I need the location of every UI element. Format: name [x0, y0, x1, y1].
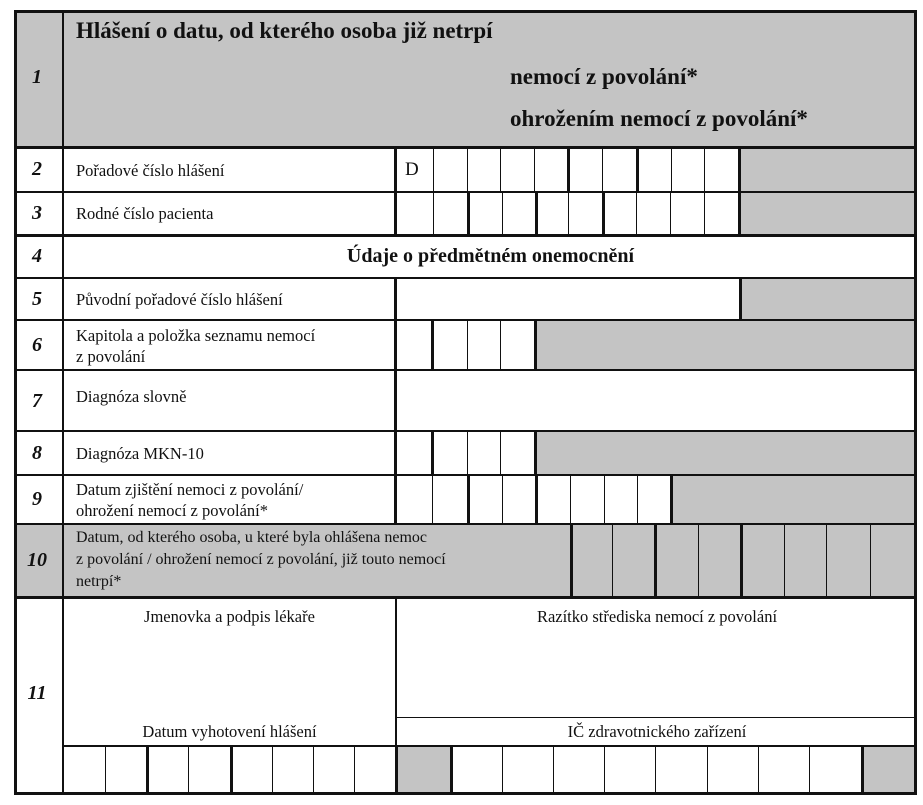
birth-number-field[interactable] [396, 193, 740, 234]
section-heading: Údaje o předmětném onemocnění [346, 245, 635, 267]
issue-date-field[interactable] [64, 746, 397, 794]
end-date-label-line1: Datum, od kterého osoba, u které byla ohlášena nemoc [76, 529, 427, 546]
detection-date-field[interactable] [396, 476, 673, 523]
row-number-5: 5 [32, 288, 42, 310]
report-number-label: Pořadové číslo hlášení [76, 161, 225, 180]
end-date-field[interactable] [570, 525, 917, 597]
end-date-label-line3: netrpí* [76, 573, 122, 590]
report-prefix: D [405, 159, 419, 180]
row-number-3: 3 [32, 202, 42, 224]
detection-date-label-line1: Datum zjištění nemoci z povolání/ [76, 480, 304, 499]
chapter-label-line2: z povolání [76, 347, 146, 366]
original-number-field[interactable] [396, 279, 740, 319]
report-number-field[interactable] [396, 148, 740, 191]
row-number-6: 6 [32, 334, 42, 356]
row-number-11: 11 [27, 682, 47, 704]
detection-date-label-line2: ohrožení nemocí z povolání* [76, 501, 268, 520]
row-number-7: 7 [32, 390, 42, 412]
icd10-label: Diagnóza MKN-10 [76, 444, 204, 463]
stamp-area[interactable] [397, 630, 917, 716]
ic-label: IČ zdravotnického zařízení [567, 722, 747, 741]
row-number-2: 2 [32, 158, 42, 180]
title-option-threat: ohrožením nemocí z povolání* [510, 106, 808, 131]
row-number-9: 9 [32, 488, 42, 510]
row-number-8: 8 [32, 442, 42, 464]
form-title: Hlášení o datu, od kterého osoba již netrpí [76, 18, 493, 43]
end-date-label-line2: z povolání / ohrožení nemocí z povolání, již touto nemocí [76, 551, 446, 568]
original-number-label: Původní pořadové číslo hlášení [76, 290, 283, 309]
row-number-4: 4 [32, 245, 42, 267]
chapter-item-field[interactable] [396, 321, 537, 369]
doctor-signature-area[interactable] [64, 630, 395, 718]
chapter-label-line1: Kapitola a položka seznamu nemocí [76, 326, 316, 345]
title-option-disease: nemocí z povolání* [510, 64, 698, 89]
diagnosis-text-label: Diagnóza slovně [76, 387, 187, 406]
row-number-10: 10 [27, 549, 47, 571]
stamp-label: Razítko střediska nemocí z povolání [536, 607, 778, 626]
icd10-field[interactable] [396, 432, 537, 474]
birth-number-label: Rodné číslo pacienta [76, 204, 214, 223]
ic-field[interactable] [450, 746, 866, 794]
issue-date-label: Datum vyhotovení hlášení [142, 722, 317, 741]
diagnosis-text-field[interactable] [397, 371, 915, 430]
row-number-1: 1 [32, 66, 42, 88]
doctor-signature-label: Jmenovka a podpis lékaře [144, 607, 315, 626]
